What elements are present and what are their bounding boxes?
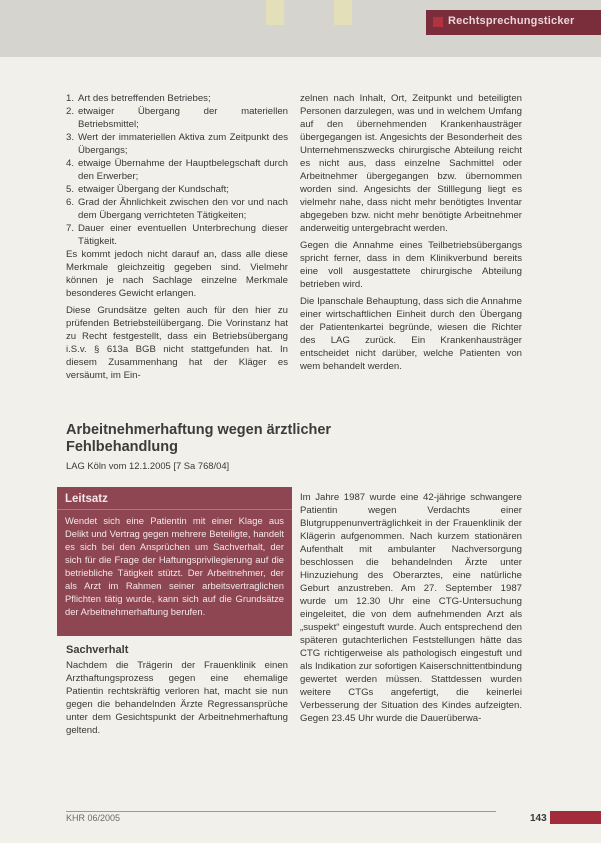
article-meta: LAG Köln vom 12.1.2005 [7 Sa 768/04] — [66, 460, 230, 471]
criteria-list-item — [66, 196, 288, 222]
upper-right-column — [300, 92, 522, 373]
section-title: Rechtsprechungsticker — [448, 15, 575, 27]
criteria-list-item — [66, 131, 288, 157]
criteria-text: Art des betreffenden Betriebes; — [78, 93, 211, 104]
criteria-number: 6. — [66, 197, 75, 208]
criteria-number: 4. — [66, 158, 75, 169]
criteria-list-item — [66, 157, 288, 183]
footer-accent-bar — [550, 811, 601, 824]
upper-left-paragraph-2: Diese Grundsätze gelten auch für den hier zu prüfenden Betriebsteilübergang. Die Vorinstanz hat zu Recht festgestellt, dass ein Betriebsübergang i.S.v. § 613a BGB nicht stattgefunden hat. In diesem Zusammenhang hat der Kläger es versäumt, im Ein- — [66, 305, 288, 381]
criteria-list-item — [66, 183, 288, 196]
decorative-stripe — [334, 0, 352, 25]
criteria-list-item — [66, 105, 288, 131]
criteria-list-item — [66, 92, 288, 105]
criteria-text: etwaige Übernahme der Hauptbelegschaft durch den Erwerber; — [78, 158, 288, 182]
article-title — [66, 422, 526, 456]
article-title-line-1: Arbeitnehmerhaftung wegen ärztlicher — [66, 422, 332, 438]
criteria-text: Wert der immateriellen Aktiva zum Zeitpunkt des Übergangs; — [78, 132, 288, 156]
article-title-line-2: Fehlbehandlung — [66, 439, 178, 455]
criteria-list-item — [66, 222, 288, 248]
criteria-number: 7. — [66, 223, 75, 234]
criteria-number: 3. — [66, 132, 75, 143]
lower-right-paragraph: Im Jahre 1987 wurde eine 42-jährige schwangere Patientin wegen Verdachts einer Blutgruppenunverträglichkeit in der Frauenklinik der Klägerin aufgenommen. Nach kurzem stationären Aufenthalt mit ambulanter Nachversorgung beschlossen die behandelnden Ärzte unter Hinzuziehung des Oberarztes, eine natürliche Geburt anzustreben. Am 27. September 1987 wurde um 12.30 Uhr eine CTG-Untersuchung eingeleitet, die von dem aufnehmenden Arzt als „suspekt“ eingestuft wurde. Auch entsprechend den späteren gutachterlichen Feststellungen hätte das CTG richtigerweise als pathologisch eingestuft und als Indikation zur sofortigen Kaiserschnittentbindung gewertet werden müssen. Stattdessen wurden weitere CTGs angefertigt, die keinerlei Verbesserung der Situation des Kindes aufzeigten. Gegen 23.45 Uhr wurde die Dauerüberwa- — [300, 492, 522, 724]
sachverhalt-text: Nachdem die Trägerin der Frauenklinik einen Arzthaftungsprozess gegen eine ehemalige Patientin rechtskräftig verloren hat, macht sie nun gegen die behandelnden Ärzte Regressansprüche unter dem Gesichtspunkt der Arbeitnehmerhaftung geltend. — [66, 660, 288, 736]
upper-right-paragraph-1: zelnen nach Inhalt, Ort, Zeitpunkt und beteiligten Personen darzulegen, was und in welchem Umfang auf den übernehmenden Krankenhausträger übergegangen ist. Angesichts der Besonderheit des Unternehmenszwecks chirurgische Abteilung reicht es nicht aus, dass einzelne Sachmittel oder Arbeitnehmer übergegangen bzw. übernommen worden sind. Angesichts der Stilllegung liegt es vielmehr nahe, dass nicht mehr benötigtes Inventar abgegeben bzw. nicht mehr benötigte Arbeitnehmer anderweitig untergebracht werden. — [300, 93, 522, 234]
footer-divider — [66, 811, 496, 812]
upper-right-paragraph-3: Die Ipanschale Behauptung, dass sich die Annahme einer wirtschaftlichen Einheit durch den Übergang der Patientenkartei begründe, wiesen die Richter des LAG zurück. Ein Krankenhausträger entscheidet nicht darüber, welche Patienten von wem behandelt werden. — [300, 296, 522, 372]
criteria-list — [66, 92, 288, 248]
upper-left-paragraph-1: Es kommt jedoch nicht darauf an, dass alle diese Merkmale gleichzeitig gegeben sind. Vielmehr können je nach Sachlage einzelne Merkmale besonderes Gewicht erlangen. — [66, 249, 288, 299]
criteria-number: 1. — [66, 93, 75, 104]
criteria-text: etwaiger Übergang der materiellen Betriebsmittel; — [78, 106, 288, 130]
leitsatz-text: Wendet sich eine Patientin mit einer Klage aus Delikt und Vertrag gegen mehrere Beteiligte, handelt es sich bei den Ansprüchen um Sachverhalt, der sich für die Frage der Haftungsprivilegierung auf die betriebliche Tätigkeit stützt. Der Arbeitnehmer, der als Arzt im Rahmen seiner arbeitsvertraglichen Pflichten tätig wurde, kann sich auf die Grundsätze der Arbeitnehmerhaftung berufen. — [65, 515, 284, 617]
leitsatz-divider — [57, 509, 292, 510]
criteria-text: Grad der Ähnlichkeit zwischen den vor und nach dem Übergang verrichteten Tätigkeiten; — [78, 197, 288, 221]
footer-issue: KHR 06/2005 — [66, 813, 121, 823]
decorative-stripe — [266, 0, 284, 25]
section-square-icon — [433, 17, 443, 27]
page-number: 143 — [530, 813, 547, 824]
upper-right-paragraph-2: Gegen die Annahme eines Teilbetriebsübergangs spricht ferner, dass in dem Klinikverbund bereits eine voll ausgestattete chirurgische Abteilung betrieben wird. — [300, 240, 522, 290]
upper-left-column — [66, 92, 288, 382]
sachverhalt-column — [66, 659, 288, 737]
sachverhalt-heading: Sachverhalt — [66, 644, 129, 656]
criteria-text: etwaiger Übergang der Kundschaft; — [78, 184, 229, 195]
criteria-number: 2. — [66, 106, 75, 117]
lower-right-column — [300, 491, 522, 725]
criteria-number: 5. — [66, 184, 75, 195]
leitsatz-heading: Leitsatz — [65, 493, 108, 505]
criteria-text: Dauer einer eventuellen Unterbrechung dieser Tätigkeit. — [78, 223, 288, 247]
leitsatz-box — [57, 487, 292, 636]
